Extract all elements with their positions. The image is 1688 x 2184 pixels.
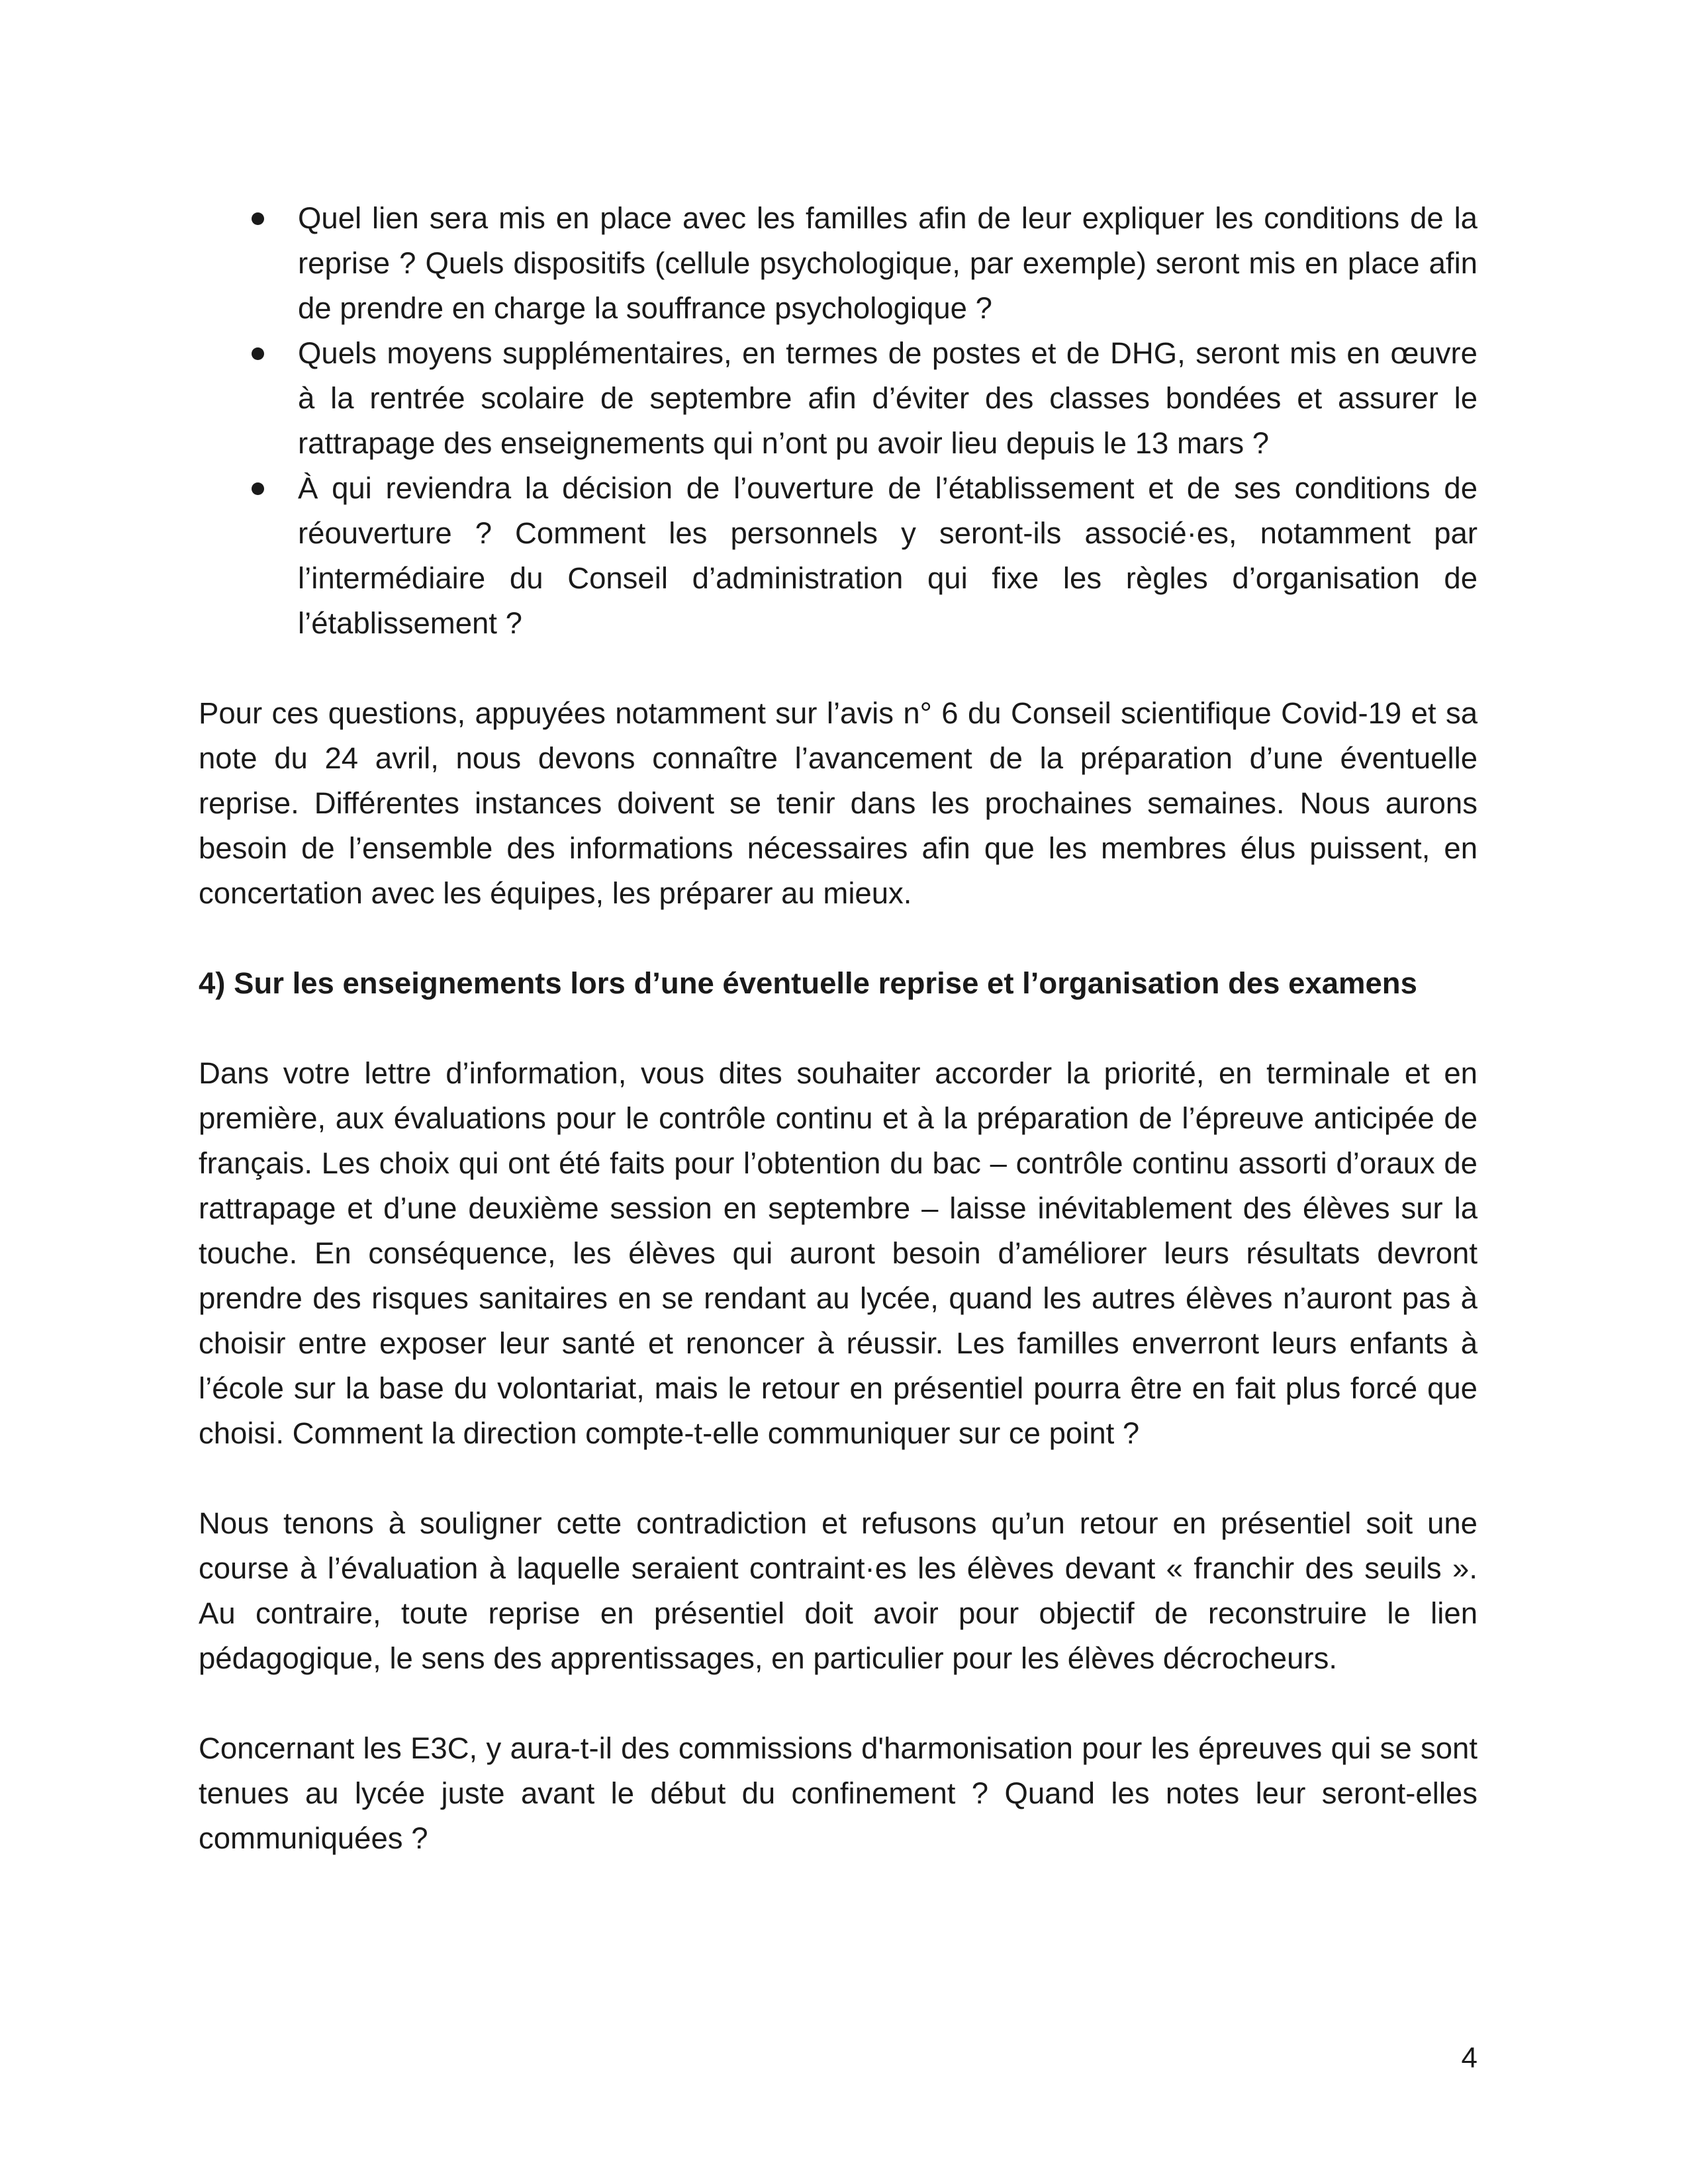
paragraph-preparation: Pour ces questions, appuyées notamment sur l’avis n° 6 du Conseil scientifique Covid-19 et sa note du 24 avril, nous devons connaître l’avancement de la préparation d’une éventuelle reprise. Différentes instances doivent se tenir dans les prochaines semaines. Nous aurons besoin de l’ensemble des informations nécessaires afin que les membres élus puissent, en concertation avec les équipes, les préparer au mieux. xyxy=(199,696,1477,910)
bullet-text: Quels moyens supplémentaires, en termes de postes et de DHG, seront mis en œuvre à la rentrée scolaire de septembre afin d’éviter des classes bondées et assurer le rattrapage des enseignements qui n’ont pu avoir lieu depuis le 13 mars ? xyxy=(298,336,1477,460)
paragraph-contradiction: Nous tenons à souligner cette contradiction et refusons qu’un retour en présentiel soit une course à l’évaluation à laquelle seraient contraint·es les élèves devant « franchir des seuils ». Au contraire, toute reprise en présentiel doit avoir pour objectif de reconstruire le lien pédagogique, le sens des apprentissages, en particulier pour les élèves décrocheurs. xyxy=(199,1506,1477,1675)
bullet-text: Quel lien sera mis en place avec les familles afin de leur expliquer les conditions de la reprise ? Quels dispositifs (cellule psychologique, par exemple) seront mis en place afin de prendre en charge la souffrance psychologique ? xyxy=(298,201,1477,325)
page-number: 4 xyxy=(1461,2042,1477,2074)
paragraph-e3c: Concernant les E3C, y aura-t-il des commissions d'harmonisation pour les épreuves qui se sont tenues au lycée juste avant le début du confinement ? Quand les notes leur seront-elles communiquées ? xyxy=(199,1731,1477,1855)
section-heading-4: 4) Sur les enseignements lors d’une éventuelle reprise et l’organisation des examens xyxy=(199,966,1417,1000)
bullet-text: À qui reviendra la décision de l’ouverture de l’établissement et de ses conditions de réouverture ? Comment les personnels y seront-ils associé·es, notamment par l’intermédiaire du Conseil d’administration qui fixe les règles d’organisation de l’établissement ? xyxy=(298,471,1477,640)
bullet-item xyxy=(199,466,1477,646)
question-bullet-list xyxy=(199,196,1477,646)
page-content xyxy=(199,196,1477,1861)
bullet-item xyxy=(199,331,1477,466)
paragraph-priorities: Dans votre lettre d’information, vous dites souhaiter accorder la priorité, en terminale et en première, aux évaluations pour le contrôle continu et à la préparation de l’épreuve anticipée de français. Les choix qui ont été faits pour l’obtention du bac – contrôle continu assorti d’oraux de rattrapage et d’une deuxième session en septembre – laisse inévitablement des élèves sur la touche. En conséquence, les élèves qui auront besoin d’améliorer leurs résultats devront prendre des risques sanitaires en se rendant au lycée, quand les autres élèves n’auront pas à choisir entre exposer leur santé et renoncer à réussir. Les familles enverront leurs enfants à l’école sur la base du volontariat, mais le retour en présentiel pourra être en fait plus forcé que choisi. Comment la direction compte-t-elle communiquer sur ce point ? xyxy=(199,1056,1477,1450)
bullet-icon xyxy=(252,347,264,360)
bullet-icon xyxy=(252,482,264,495)
bullet-item xyxy=(199,196,1477,331)
bullet-icon xyxy=(252,212,264,225)
